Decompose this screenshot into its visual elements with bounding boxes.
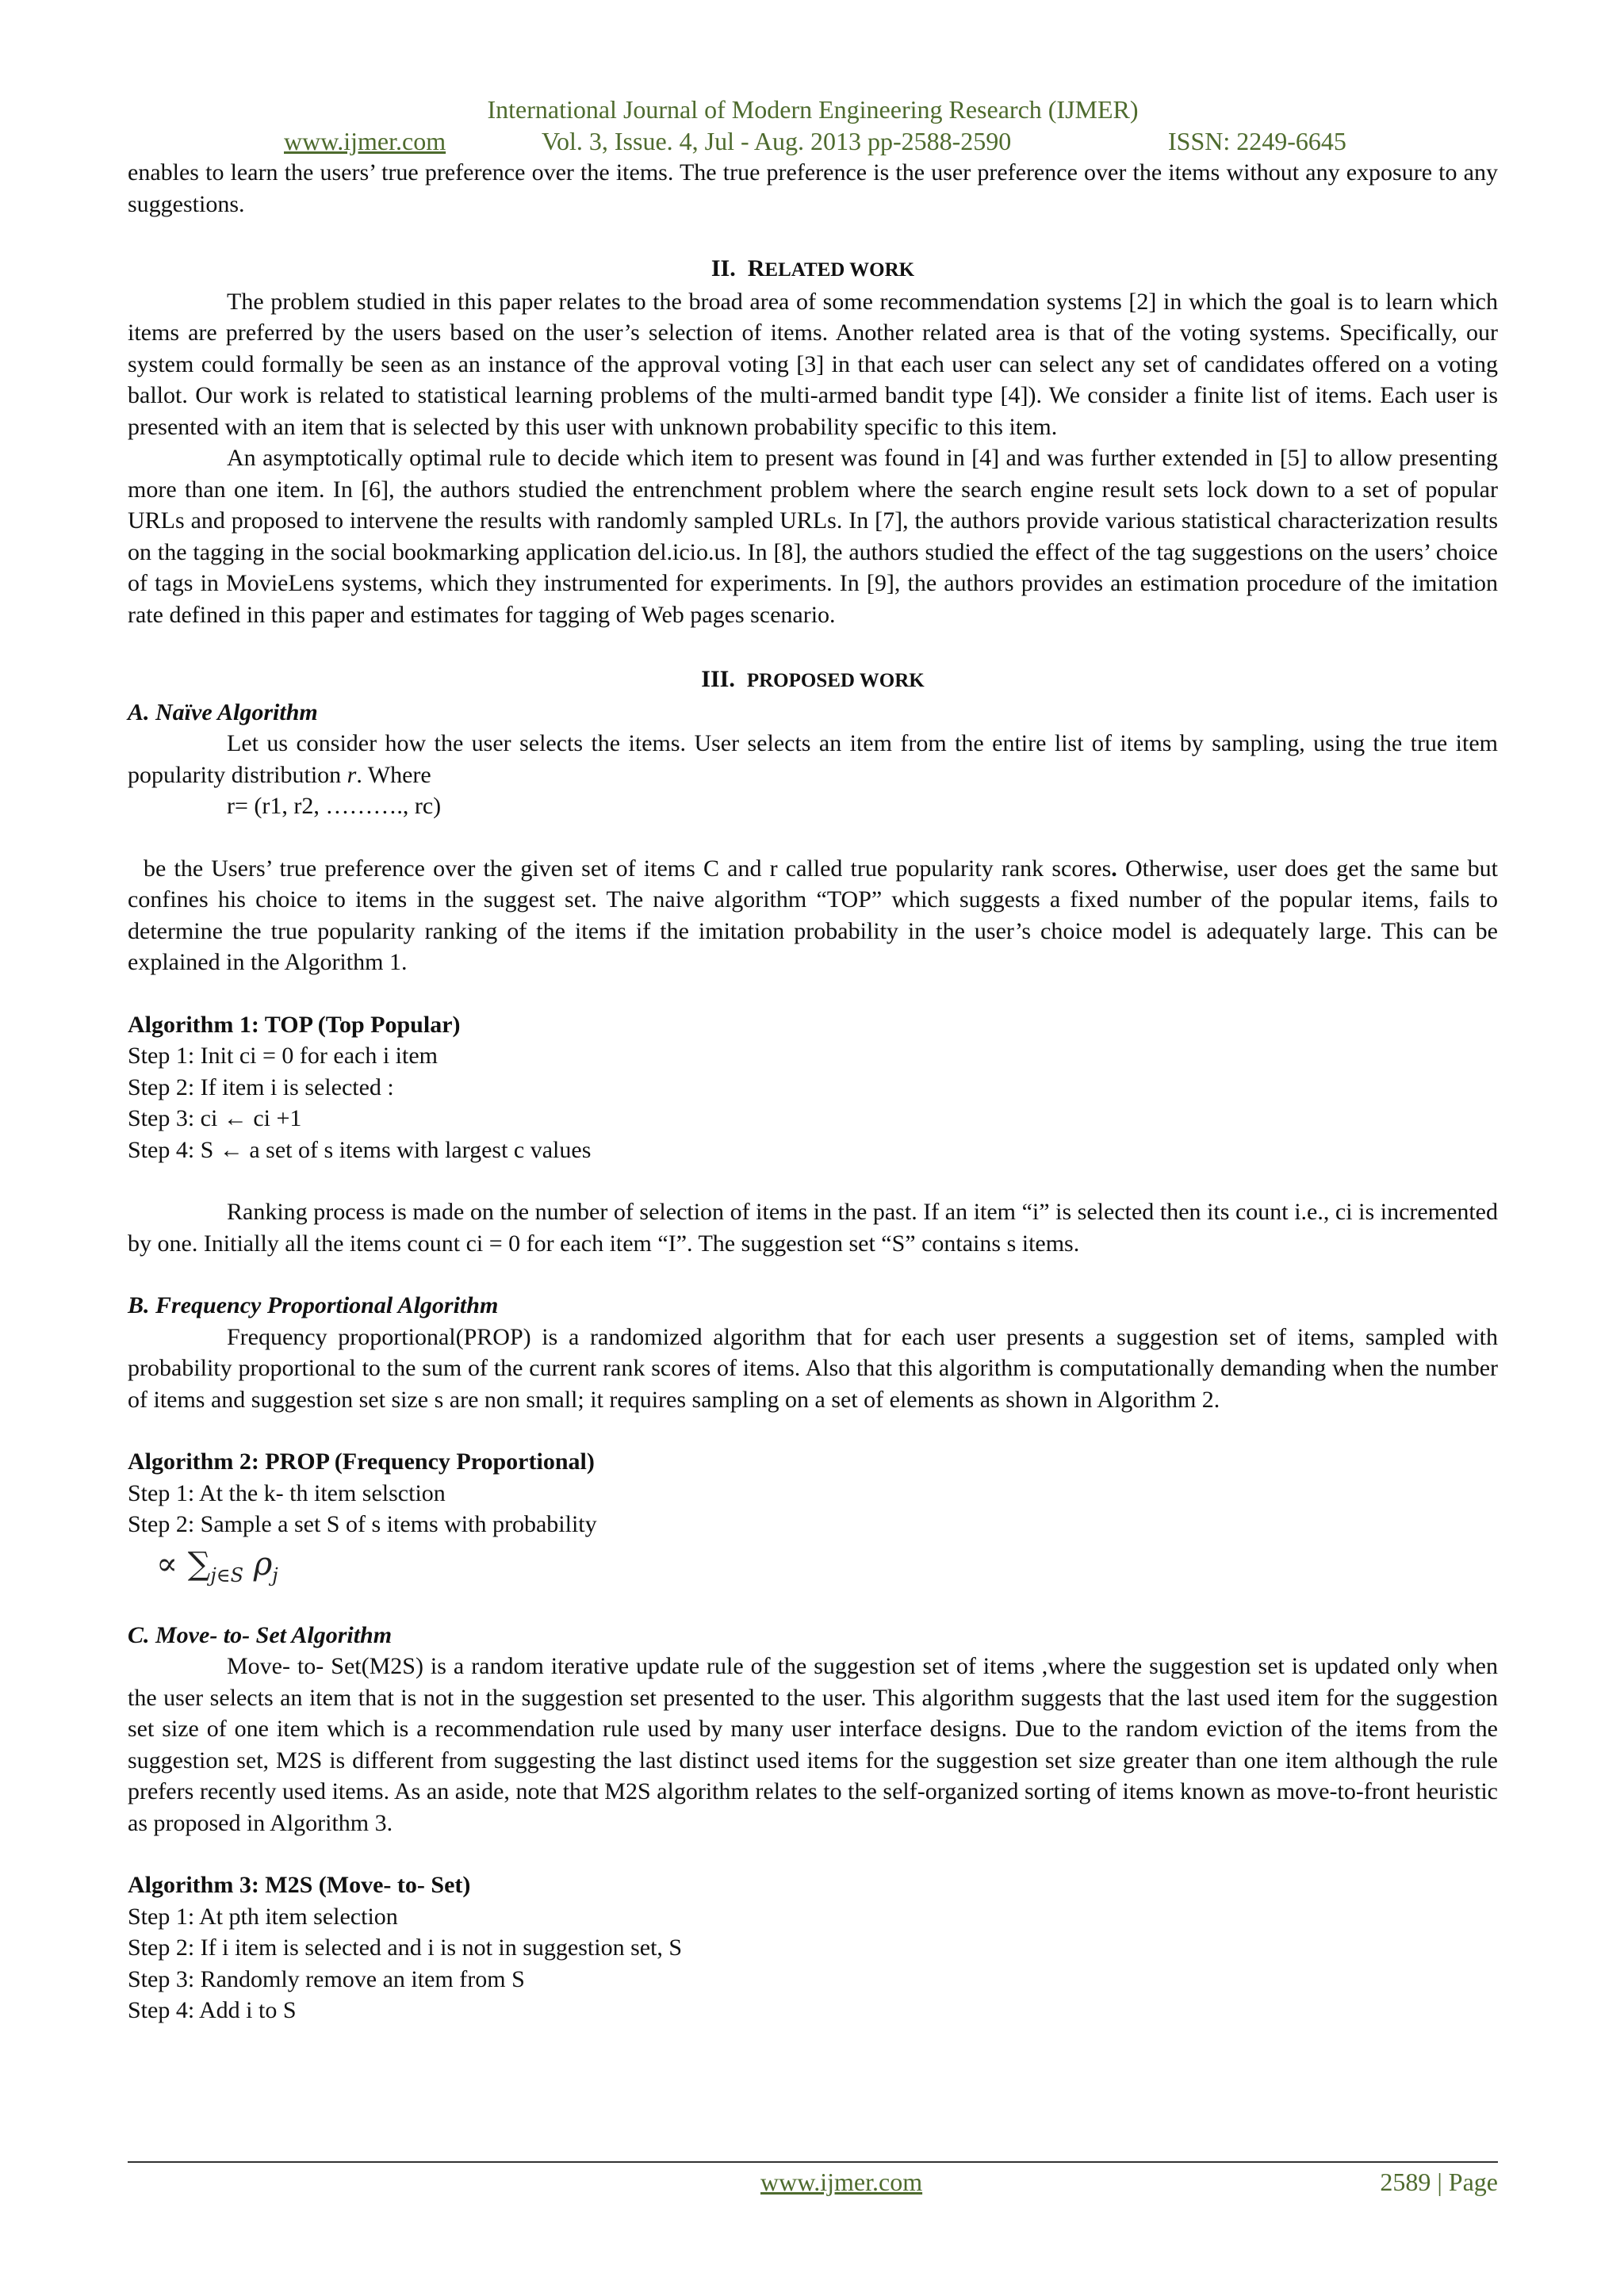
prop-paragraph-1: Frequency proportional(PROP) is a randomized algorithm that for each user presents a suggestion set of items, sampled with probability proportional to the sum of the current rank scores of items. Also that this algorithm is computationally demanding when the number of items and suggestion set size s are non small; it requires sampling on a set of elements as shown in Algorithm 2.: [128, 1323, 1498, 1413]
subsection-heading-m2s: C. Move- to- Set Algorithm: [128, 1621, 393, 1648]
algorithm-1-step: Step 2: If item i is selected :: [128, 1073, 394, 1100]
page-content: [128, 94, 1498, 2026]
algorithm-3-step: Step 1: At pth item selection: [128, 1903, 398, 1930]
related-work-paragraph-2: An asymptotically optimal rule to decide which item to present was found in [4] and was further extended in [5] to allow presenting more than one item. In [6], the authors studied the entrenchment problem where the search engine result sets lock down to a set of popular URLs and proposed to intervene the results with randomly sampled URLs. In [7], the authors provide various statistical characterization results on the tagging in the social bookmarking application del.icio.us. In [8], the authors studied the effect of the tag suggestions on the users’ choice of tags in MovieLens systems, which they instrumented for experiments. In [9], the authors provides an estimation procedure of the imitation rate defined in this paper and estimates for tagging of Web pages scenario.: [128, 445, 1498, 628]
page-footer: [128, 2168, 1498, 2202]
algorithm-2-step: Step 1: At the k- th item selsction: [128, 1479, 446, 1506]
header-url-link[interactable]: www.ijmer.com: [284, 127, 446, 155]
subsection-heading-prop: B. Frequency Proportional Algorithm: [128, 1292, 499, 1318]
section-title-initial: R: [747, 255, 765, 281]
algorithm-3-step: Step 3: Randomly remove an item from S: [128, 1965, 525, 1992]
header-issn: ISSN: 2249-6645: [1168, 127, 1346, 155]
section-number: III.: [701, 666, 735, 692]
algorithm-2-step: Step 2: Sample a set S of s items with probability: [128, 1511, 597, 1537]
subsection-heading-naive: A. Naïve Algorithm: [128, 698, 318, 725]
m2s-paragraph-1: Move- to- Set(M2S) is a random iterative update rule of the suggestion set of items ,where the suggestion set is updated only when the user selects an item that is not in the suggestion set presented to the user. This algorithm suggests that the last used item for the suggestion set size of one item which is a recommendation rule used by many user interface designs. Due to the random eviction of the items from the suggestion set, M2S is different from suggesting the last distinct used items for the suggestion set size greater than one item although the rule prefers recently used items. As an aside, note that M2S algorithm relates to the self-organized sorting of items known as move-to-front heuristic as proposed in Algorithm 3.: [128, 1653, 1498, 1836]
footer-divider: [128, 2161, 1498, 2163]
naive-paragraph-1: Let us consider how the user selects the items. User selects an item from the entire list of items by sampling, using the true item popularity distribution r. Where: [128, 730, 1498, 788]
naive-paragraph-2: be the Users’ true preference over the given set of items C and r called true popularity rank scores. Otherwise, user does get the same but confines his choice to items in the suggest set. The naive algorithm “TOP” which suggests a fixed number of the popular items, fails to determine the true popularity ranking of the items if the imitation probability in the user’s choice model is adequately large. This can be explained in the Algorithm 1.: [128, 855, 1498, 975]
header-info-row: [128, 125, 1498, 157]
section-heading-proposed-work: [128, 664, 1498, 697]
algorithm-3-step: Step 4: Add i to S: [128, 1997, 297, 2023]
algorithm-1-step: Step 4: S ← a set of s items with largest c values: [128, 1136, 592, 1163]
naive-paragraph-3: Ranking process is made on the number of selection of items in the past. If an item “i” is selected then its count i.e., ci is incremented by one. Initially all the items count ci = 0 for each item “I”. The suggestion set “S” contains s items.: [128, 1199, 1498, 1257]
section-number: II.: [710, 255, 736, 281]
algorithm-1-step: Step 3: ci ← ci +1: [128, 1105, 302, 1131]
related-work-paragraph-1: The problem studied in this paper relates to the broad area of some recommendation systems [2] in which the goal is to learn which items are preferred by the users based on the user’s selection of items. Another related area is that of the voting systems. Specifically, our system could formally be seen as an instance of the approval voting [3] in that each user can select any set of candidates offered on a voting ballot. Our work is related to statistical learning problems of the multi-armed bandit type [4]). We consider a finite list of items. Each user is presented with an item that is selected by this user with unknown probability specific to this item.: [128, 288, 1498, 440]
journal-title: International Journal of Modern Engineering Research (IJMER): [487, 95, 1139, 124]
section-title-rest: ELATED WORK: [764, 259, 915, 281]
algorithm-3-title: Algorithm 3: M2S (Move- to- Set): [128, 1872, 471, 1898]
intro-continuation: enables to learn the users’ true preference over the items. The true preference is the user preference over the items without any exposure to any suggestions.: [128, 159, 1498, 217]
probability-sum-formula: ∝ $\sum_{j\in S}$ $\rho_j$: [156, 1545, 278, 1586]
section-heading-related-work: [128, 253, 1498, 286]
algorithm-1-step: Step 1: Init ci = 0 for each i item: [128, 1043, 438, 1069]
footer-url-link[interactable]: www.ijmer.com: [760, 2168, 923, 2196]
popularity-formula: r= (r1, r2, ………., rc): [227, 793, 442, 819]
section-title: PROPOSED WORK: [746, 670, 925, 691]
algorithm-3-step: Step 2: If i item is selected and i is not in suggestion set, S: [128, 1934, 683, 1961]
algorithm-1-title: Algorithm 1: TOP (Top Popular): [128, 1011, 461, 1038]
algorithm-2-title: Algorithm 2: PROP (Frequency Proportional): [128, 1448, 595, 1475]
header-volume: Vol. 3, Issue. 4, Jul - Aug. 2013 pp-2588-2590: [542, 127, 1012, 155]
footer-page-number: 2589 | Page: [1380, 2168, 1498, 2196]
